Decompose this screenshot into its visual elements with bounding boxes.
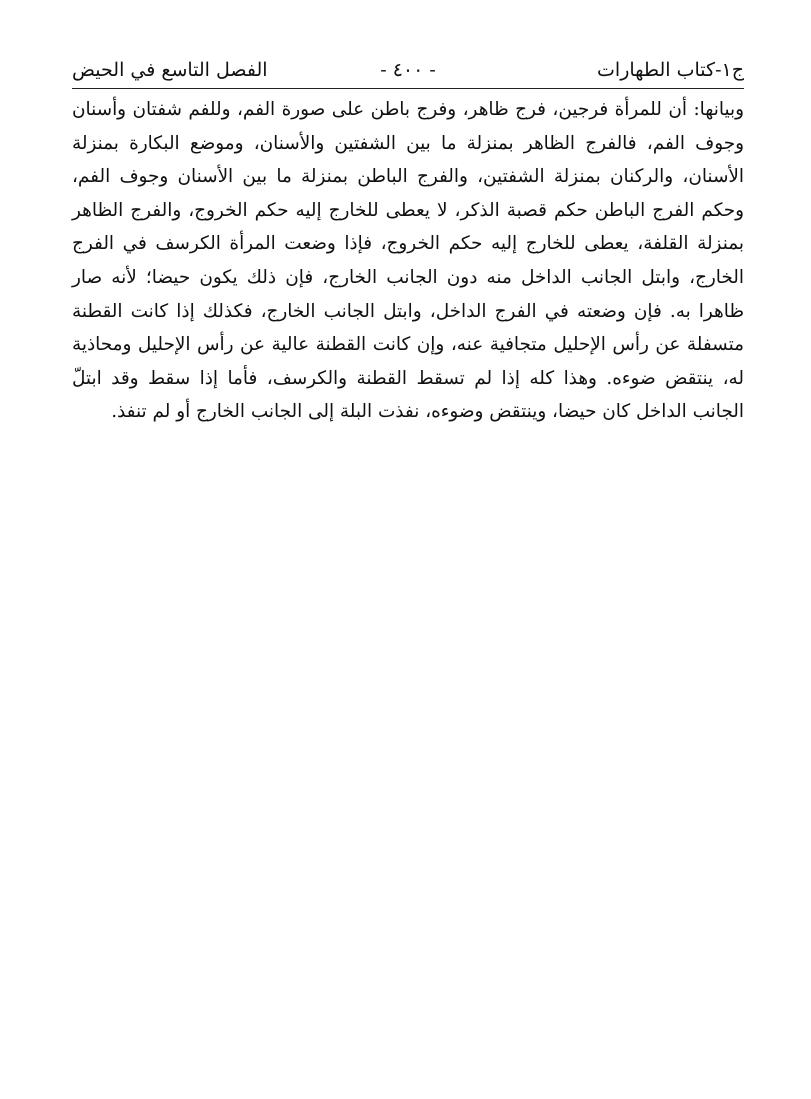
- running-header: [72, 52, 744, 89]
- header-book-title: ج١-كتاب الطهارات: [597, 59, 744, 81]
- book-page: [72, 52, 744, 1072]
- header-page-number: - ٤٠٠ -: [380, 59, 436, 81]
- paragraph-intro: وبيانها: أن للمرأة فرجين، فرج ظاهر، وفرج باطن على صورة الفم، وللفم شفتان وأسنان وجوف الفم، فالفرج الظاهر بمنزلة ما بين الشفتين والأسنان، وموضع البكارة بمنزلة الأسنان، والركنان بمنزلة الشفتين، والفرج الباطن بمنزلة ما بين الأسنان وجوف الفم، وحكم الفرج الباطن حكم قصبة الذكر، لا يعطى للخارج إليه حكم الخروج، والفرج الظاهر بمنزلة القلفة، يعطى للخارج إليه حكم الخروج، فإذا وضعت المرأة الكرسف في الفرج الخارج، وابتل الجانب الداخل منه دون الجانب الخارج، فإن ذلك يكون حيضا؛ لأنه صار ظاهرا به. فإن وضعته في الفرج الداخل، وابتل الجانب الخارج، فكذلك إذا كانت القطنة متسفلة عن رأس الإحليل متجافية عنه، وإن كانت القطنة عالية عن رأس الإحليل ومحاذية له، ينتقض ضوءه. وهذا كله إذا لم تسقط القطنة والكرسف، فأما إذا سقط وقد ابتلّ الجانب الداخل كان حيضا، وينتقض وضوءه، نفذت البلة إلى الجانب الخارج أو لم تنفذ.: [72, 99, 744, 423]
- page-body: [72, 93, 744, 429]
- header-chapter-title: الفصل التاسع في الحيض: [72, 59, 268, 81]
